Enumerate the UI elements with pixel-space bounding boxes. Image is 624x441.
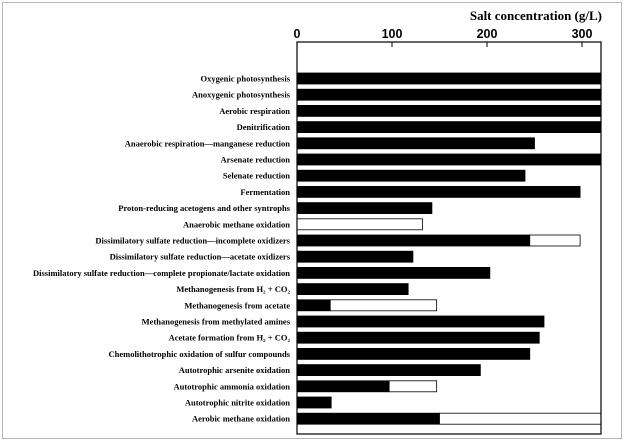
- bar-solid: [297, 122, 601, 133]
- category-label: Aerobic respiration: [219, 105, 290, 116]
- bar-solid: [297, 267, 490, 278]
- category-label: Chemolithotrophic oxidation of sulfur compounds: [108, 348, 290, 359]
- bar-solid: [297, 284, 408, 295]
- category-label: Fermentation: [240, 186, 290, 197]
- bar-open: [330, 300, 436, 311]
- category-label: Anaerobic methane oxidation: [182, 219, 290, 230]
- bar-solid: [297, 413, 440, 424]
- category-label: Dissimilatory sulfate reduction—incomplete oxidizers: [95, 235, 290, 246]
- bar-solid: [297, 300, 330, 311]
- bar-solid: [297, 381, 389, 392]
- bar-solid: [297, 348, 530, 359]
- category-label: Methanogenesis from methylated amines: [141, 316, 290, 327]
- category-label: Arsenate reduction: [220, 154, 290, 165]
- bar-solid: [297, 397, 331, 408]
- category-label: Autotrophic ammonia oxidation: [173, 381, 290, 392]
- bar-solid: [297, 235, 530, 246]
- bar-open: [530, 235, 580, 246]
- bar-open: [389, 381, 437, 392]
- bar-solid: [297, 89, 601, 100]
- tick-label: 0: [293, 27, 301, 41]
- bar-solid: [297, 203, 432, 214]
- chart-title: Salt concentration (g/L): [469, 8, 602, 23]
- category-label: Autotrophic arsenite oxidation: [178, 365, 290, 376]
- bar-solid: [297, 316, 544, 327]
- bar-solid: [297, 365, 480, 376]
- tick-label: 300: [571, 27, 593, 41]
- bar-solid: [297, 105, 601, 116]
- bar-open: [297, 219, 422, 230]
- tick-label: 200: [476, 27, 498, 41]
- category-label: Methanogenesis from acetate: [184, 300, 290, 311]
- category-label: Oxygenic photosynthesis: [200, 73, 290, 84]
- category-label: Aerobic methane oxidation: [191, 413, 290, 424]
- bar-solid: [297, 251, 413, 262]
- category-label: Proton-reducing acetogens and other syntrophs: [118, 203, 290, 214]
- bar-solid: [297, 186, 580, 197]
- category-label: Methanogenesis from H₂ + CO₂: [176, 284, 290, 295]
- bar-solid: [297, 170, 525, 181]
- bar-solid: [297, 332, 539, 343]
- bar-open: [440, 413, 602, 424]
- category-label: Dissimilatory sulfate reduction—acetate oxidizers: [109, 251, 290, 262]
- bar-solid: [297, 73, 601, 84]
- category-label: Anaerobic respiration—manganese reduction: [124, 138, 290, 149]
- bar-solid: [297, 154, 601, 165]
- category-label: Dissimilatory sulfate reduction—complete propionate/lactate oxidation: [32, 267, 290, 278]
- category-label: Selenate reduction: [222, 170, 290, 181]
- tick-label: 100: [381, 27, 403, 41]
- bar-solid: [297, 138, 535, 149]
- category-label: Acetate formation from H₂ + CO₂: [168, 332, 290, 343]
- category-label: Anoxygenic photosynthesis: [191, 89, 290, 100]
- category-label: Autotrophic nitrite oxidation: [184, 397, 290, 408]
- category-label: Denitrification: [236, 122, 290, 133]
